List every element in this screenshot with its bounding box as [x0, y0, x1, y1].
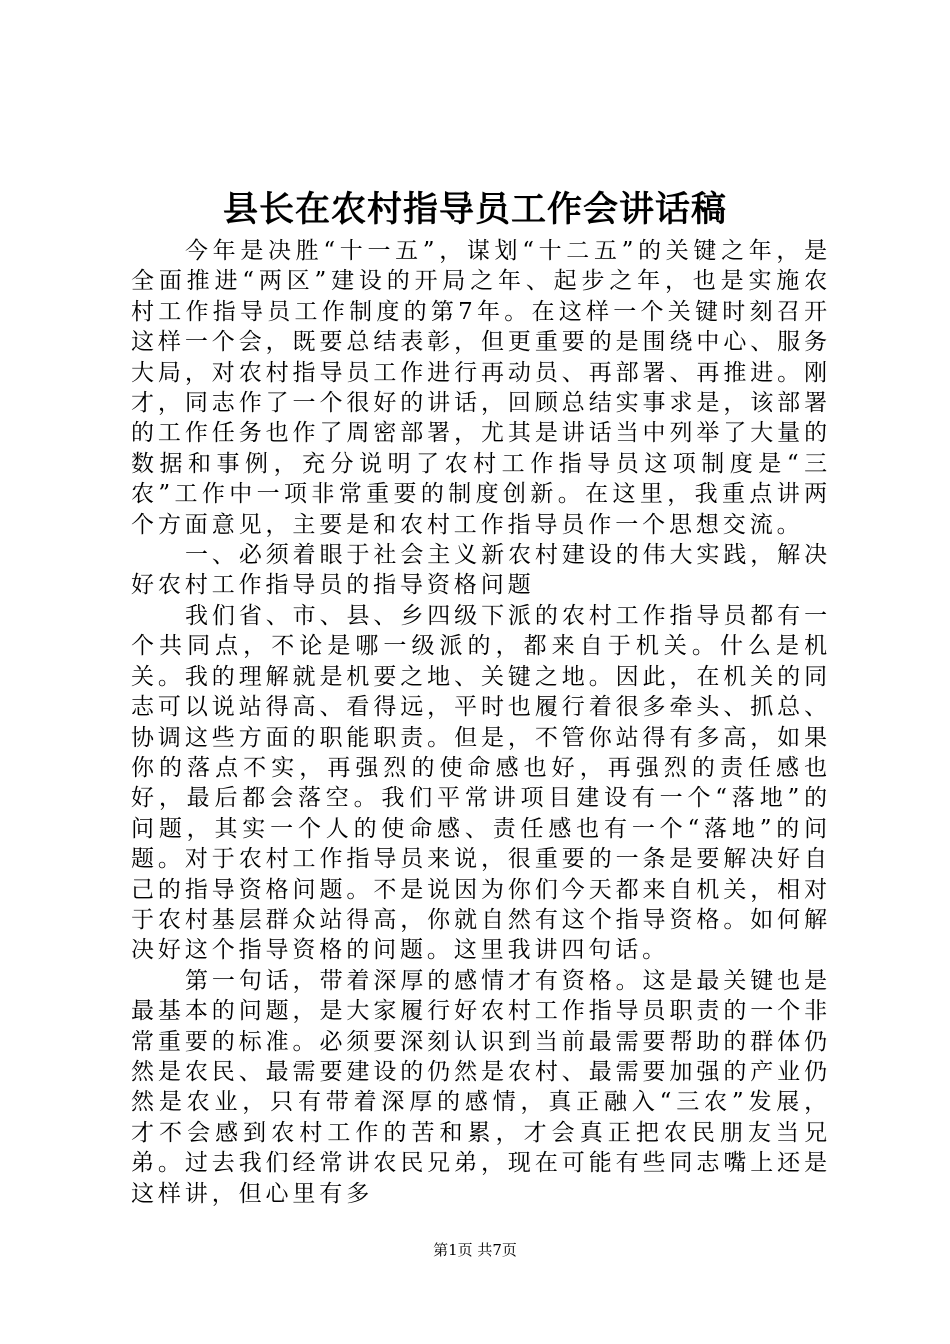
document-body — [131, 236, 831, 1209]
paragraph-first-point: 第一句话，带着深厚的感情才有资格。这是最关键也是最基本的问题，是大家履行好农村工作指导员职责的一个非常重要的标准。必须要深刻认识到当前最需要帮助的群体仍然是农民、最需要建设的仍然是农村、最需要加强的产业仍然是农业，只有带着深厚的感情，真正融入“三农”发展，才不会感到农村工作的苦和累，才会真正把农民朋友当兄弟。过去我们经常讲农民兄弟，现在可能有些同志嘴上还是这样讲，但心里有多 — [131, 967, 831, 1207]
paragraph-intro: 今年是决胜“十一五”，谋划“十二五”的关键之年，是全面推进“两区”建设的开局之年、起步之年，也是实施农村工作指导员工作制度的第7年。在这样一个关键时刻召开这样一个会，既要总结表彰，但更重要的是围绕中心、服务大局，对农村指导员工作进行再动员、再部署、再推进。刚才，同志作了一个很好的讲话，回顾总结实事求是，该部署的工作任务也作了周密部署，尤其是讲话当中列举了大量的数据和事例，充分说明了农村工作指导员这项制度是“三农”工作中一项非常重要的制度创新。在这里，我重点讲两个方面意见，主要是和农村工作指导员作一个思想交流。 — [131, 238, 831, 538]
document-title: 县长在农村指导员工作会讲话稿 — [222, 189, 727, 230]
section-heading-1: 一、必须着眼于社会主义新农村建设的伟大实践，解决好农村工作指导员的指导资格问题 — [131, 542, 831, 599]
paragraph-section-1: 我们省、市、县、乡四级下派的农村工作指导员都有一个共同点，不论是哪一级派的，都来自于机关。什么是机关。我的理解就是机要之地、关键之地。因此，在机关的同志可以说站得高、看得远，平时也履行着很多牵头、抓总、协调这些方面的职能职责。但是，不管你站得有多高，如果你的落点不实，再强烈的使命感也好，再强烈的责任感也好，最后都会落空。我们平常讲项目建设有一个“落地”的问题，其实一个人的使命感、责任感也有一个“落地”的问题。对于农村工作指导员来说，很重要的一条是要解决好自己的指导资格问题。不是说因为你们今天都来自机关，相对于农村基层群众站得高，你就自然有这个指导资格。如何解决好这个指导资格的问题。这里我讲四句话。 — [131, 602, 831, 964]
page-footer: 第1页 共7页 — [433, 1241, 517, 1259]
